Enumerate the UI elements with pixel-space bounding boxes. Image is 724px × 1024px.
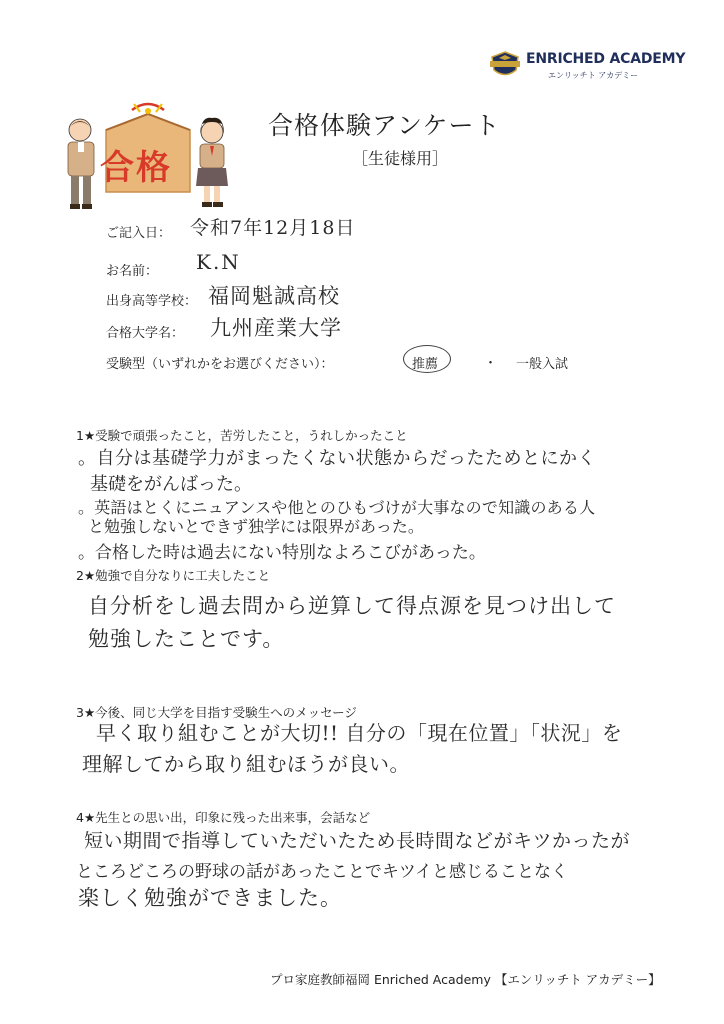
university-value: 九州産業大学 [210, 316, 342, 340]
page-footer: プロ家庭教師福岡 Enriched Academy 【エンリッチト アカデミー】 [270, 972, 661, 987]
exam-type-option-recommendation[interactable]: 推薦 [412, 357, 439, 372]
question-4-heading: 4★先生との思い出，印象に残った出来事，会話など [76, 810, 371, 825]
question-2-heading: 2★勉強で自分なりに工夫したこと [76, 568, 271, 583]
answer-2-line: 自分析をし過去問から逆算して得点源を見つけ出して [88, 594, 616, 618]
answer-4-line: 楽しく勉強ができました。 [78, 886, 342, 910]
page-title: 合格体験アンケート [268, 111, 501, 140]
date-value: 令和7年12月18日 [190, 217, 356, 239]
answer-1-line: 。英語はとくにニュアンスや他とのひもづけが大事なので知識のある人 [78, 498, 596, 517]
exam-type-label: 受験型（いずれかをお選びください）： [106, 357, 334, 372]
answer-1-line: と勉強しないとできず独学には限界があった。 [88, 517, 424, 536]
exam-type-option-general[interactable]: 一般入試 [516, 357, 569, 372]
answer-1-line: 。合格した時は過去にない特別なよろこびがあった。 [78, 543, 486, 563]
logo-name: ENRICHED ACADEMY [526, 51, 686, 67]
answer-3-line: 理解してから取り組むほうが良い。 [82, 752, 410, 776]
answer-1-line: 。自分は基礎学力がまったくない状態からだったためとにかく [78, 448, 596, 469]
logo-subtitle: エンリッチト アカデミー [548, 71, 639, 80]
school-value: 福岡魁誠高校 [208, 284, 340, 308]
answer-4-line: 短い期間で指導していただいたため長時間などがキツかったが [84, 830, 631, 852]
university-label: 合格大学名： [106, 326, 185, 341]
question-1-heading: 1★受験で頑張ったこと，苦労したこと，うれしかったこと [76, 428, 408, 443]
date-label: ご記入日： [106, 226, 172, 241]
name-label: お名前： [106, 264, 159, 279]
page-subtitle: ［生徒様用］ [352, 149, 449, 168]
school-label: 出身高等学校： [106, 294, 198, 309]
academy-logo [488, 50, 686, 84]
exam-type-separator: ・ [484, 356, 498, 371]
answer-3-line: 早く取り組むことが大切!! 自分の「現在位置」「状況」を [96, 721, 623, 745]
academy-badge-icon [488, 50, 522, 80]
answer-2-line: 勉強したことです。 [88, 627, 285, 651]
ema-text: 合格 [100, 148, 172, 188]
answer-1-line: 基礎をがんばった。 [90, 474, 252, 495]
answer-4-line: ところどころの野球の話があったことでキツイと感じることなく [76, 862, 568, 882]
name-value: K.N [196, 250, 241, 274]
question-3-heading: 3★今後、同じ大学を目指す受験生へのメッセージ [76, 705, 357, 720]
